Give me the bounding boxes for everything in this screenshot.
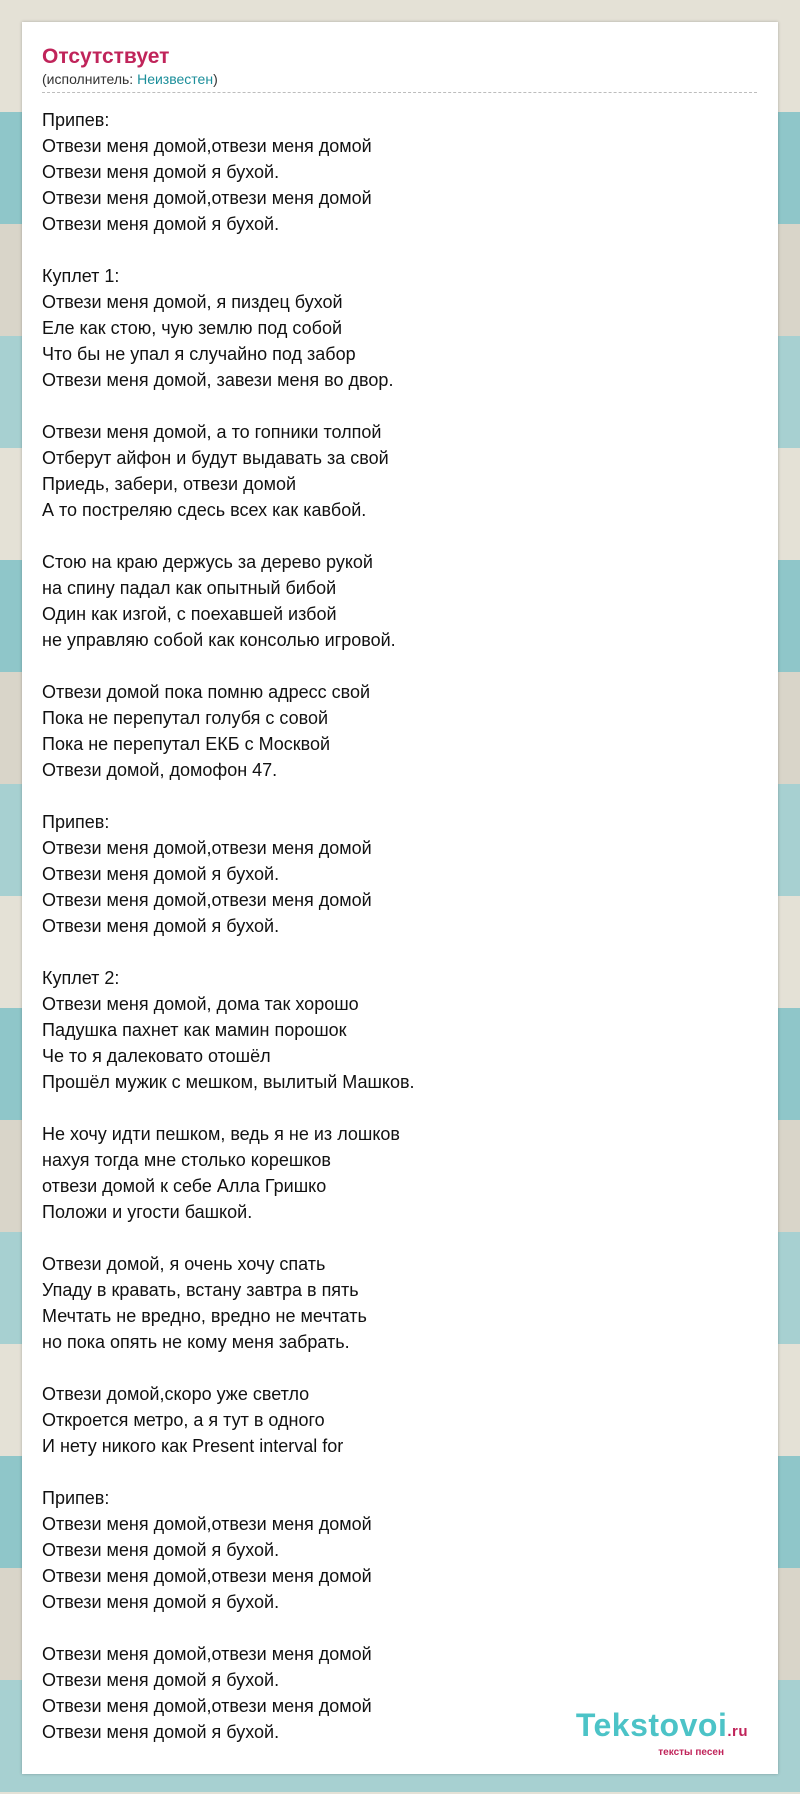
lyrics-text: Припев: Отвези меня домой,отвези меня домой Отвези меня домой я бухой. Отвези меня домой,отвези меня домой Отвези меня домой я бухой. Куплет 1: Отвези меня домой, я пиздец бухой Еле как стою, чую землю под собой Что бы не упал я случайно под забор Отвези меня домой, завези меня во двор. Отвези меня домой, а то гопники толпой Отберут айфон и будут выдавать за свой Приедь, забери, отвези домой А то постреляю сдесь всех как кавбой. Стою на краю держусь за дерево рукой на спину падал как опытный бибой Один как изгой, с поехавшей избой не управляю собой как консолью игровой. Отвези домой пока помню адресс свой Пока не перепутал голубя с совой Пока не перепутал ЕКБ с Москвой Отвези домой, домофон 47. Припев: Отвези меня домой,отвези меня домой Отвези меня домой я бухой. Отвези меня домой,отвези меня домой Отвези меня домой я бухой. Куплет 2: Отвези меня домой, дома так хорошо Падушка пахнет как мамин порошок Че то я далековато отошёл Прошёл мужик с мешком, вылитый Машков. Не хочу идти пешком, ведь я не из лошков нахуя тогда мне столько корешков отвези домой к себе Алла Гришко Положи и угости башкой. Отвези домой, я очень хочу спать Упаду в кравать, встану завтра в пять Мечтать не вредно, вредно не мечтать но пока опять не кому меня забрать. Отвези домой,скоро уже светло Откроется метро, а я тут в одного И нету никого как Present interval for Припев: Отвези меня домой,отвези меня домой Отвези меня домой я бухой. Отвези меня домой,отвези меня домой Отвези меня домой я бухой. Отвези меня домой,отвези меня домой Отвези меня домой я бухой. Отвези меня домой,отвези меня домой Отвези меня домой я бухой. [42,110,415,1742]
song-title: Отсутствует [42,45,170,68]
lyrics-card [22,22,778,1774]
logo-name: Tekstovoi [575,1707,728,1743]
logo-tagline: тексты песен [658,1747,724,1758]
artist-prefix: (исполнитель: [42,71,138,87]
site-logo[interactable] [576,1708,748,1758]
artist-suffix: ) [213,71,218,87]
logo-tld: .ru [727,1723,748,1740]
artist-line [42,70,757,93]
artist-link[interactable]: Неизвестен [137,71,214,87]
